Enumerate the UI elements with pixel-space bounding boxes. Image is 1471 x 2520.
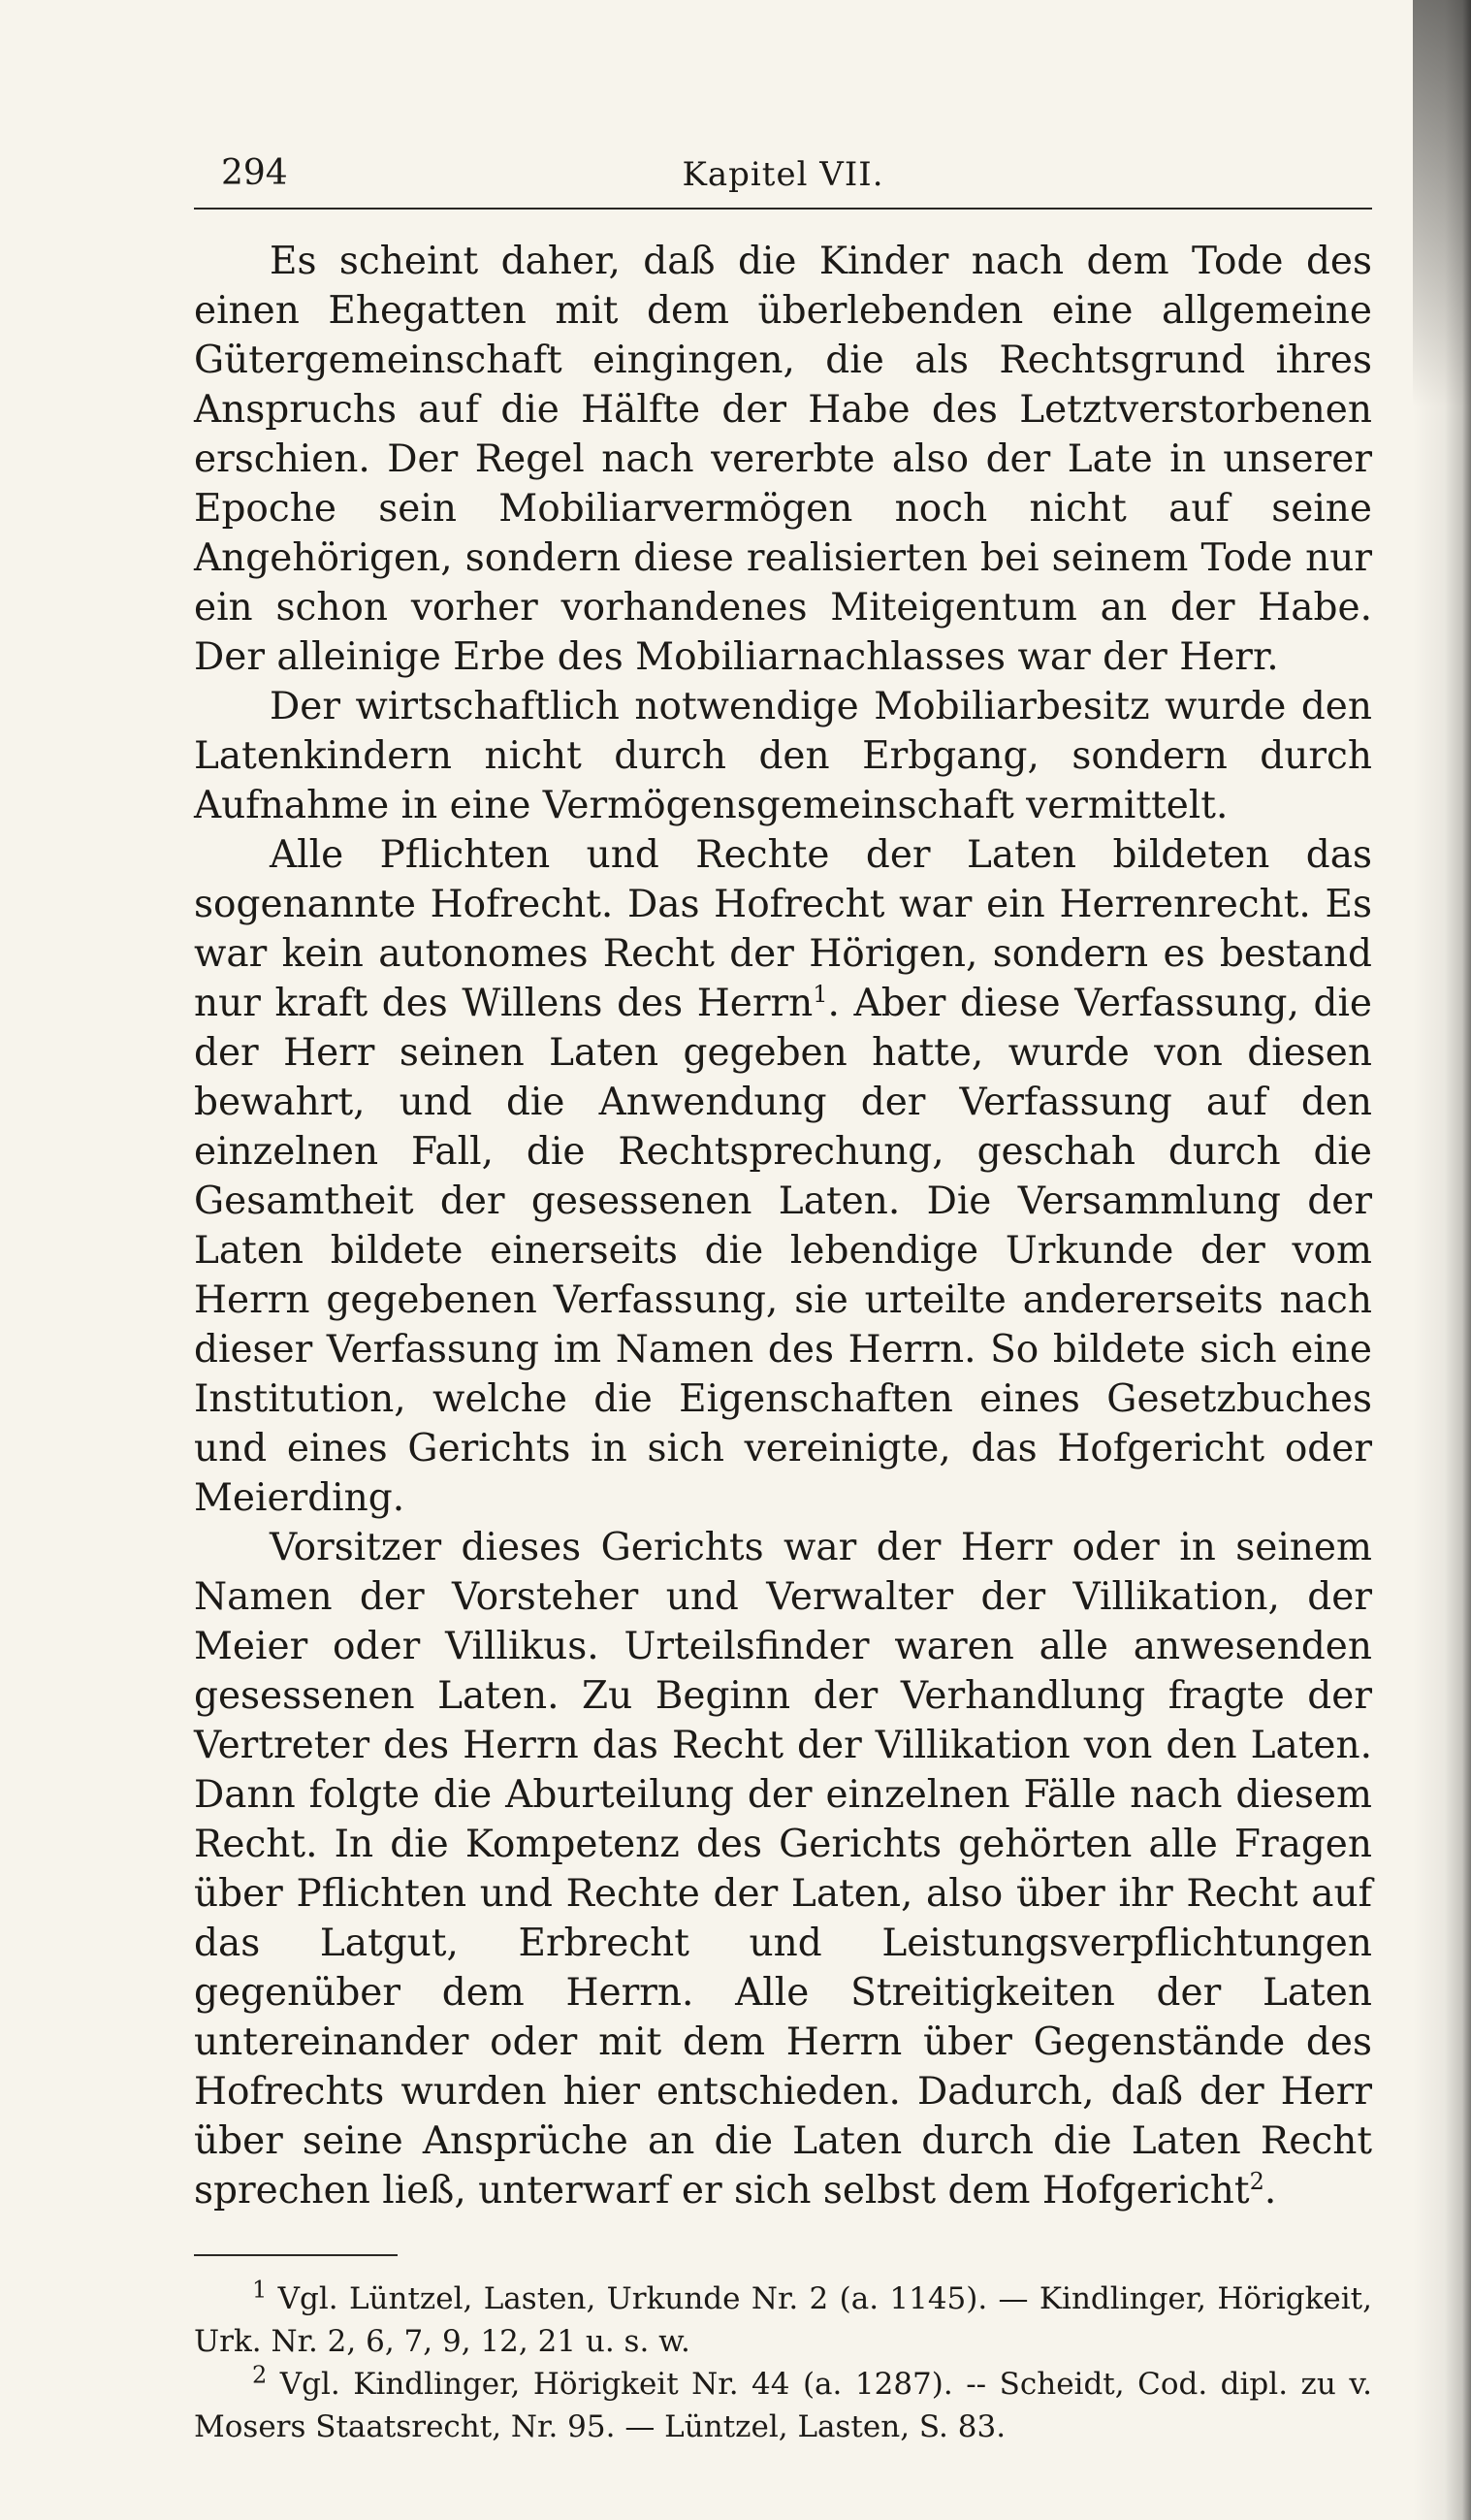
- paragraph: [194, 682, 1372, 830]
- body-text: [194, 237, 1372, 2215]
- footnote-text: Vgl. Lüntzel, Lasten, Urkunde Nr. 2 (a. 1145). — Kindlinger, Hörigkeit, Urk. Nr. 2, 6, 7, 9, 12, 21 u. s. w.: [194, 2281, 1372, 2359]
- paragraph-text: Der wirtschaftlich notwendige Mobiliarbesitz wurde den Latenkindern nicht durch den Erbgang, sondern durch Aufnahme in eine Vermögensgemeinschaft vermittelt.: [194, 685, 1372, 827]
- book-page: [194, 145, 1372, 2448]
- paragraph-text: Alle Pflichten und Rechte der Laten bildeten das sogenannte Hofrecht. Das Hofrecht war ein Herrenrecht. Es war kein autonomes Recht der Hörigen, sondern es bestand nur kraft des Willens des Herrn: [194, 833, 1372, 1025]
- footnotes: [194, 2278, 1372, 2448]
- paragraph-text: Es scheint daher, daß die Kinder nach dem Tode des einen Ehegatten mit dem überlebenden eine allgemeine Gütergemeinschaft eingingen, die als Rechtsgrund ihres Anspruchs auf die Hälfte der Habe des Letztverstorbenen erschien. Der Regel nach vererbte also der Late in unserer Epoche sein Mobiliarvermögen noch nicht auf seine Angehörigen, sondern diese realisierten bei seinem Tode nur ein schon vorher vorhandenes Miteigentum an der Habe. Der alleinige Erbe des Mobiliarnachlasses war der Herr.: [194, 240, 1372, 679]
- footnote-mark: 1: [252, 2276, 268, 2304]
- paragraph: [194, 1523, 1372, 2215]
- footnote: [194, 2278, 1372, 2363]
- paragraph-text: Vorsitzer dieses Gerichts war der Herr oder in seinem Namen der Vorsteher und Verwalter der Villikation, der Meier oder Villikus. Urteilsfinder waren alle anwesenden gesessenen Laten. Zu Beginn der Verhandlung fragte der Vertreter des Herrn das Recht der Villikation von den Laten. Dann folgte die Aburteilung der einzelnen Fälle nach diesem Recht. In die Kompetenz des Gerichts gehörten alle Fragen über Pflichten und Rechte der Laten, also über ihr Recht auf das Latgut, Erbrecht und Leistungsverpflichtungen gegenüber dem Herrn. Alle Streitigkeiten der Laten untereinander oder mit dem Herrn über Gegenstände des Hofrechts wurden hier entschieden. Dadurch, daß der Herr über seine Ansprüche an die Laten durch die Laten Recht sprechen ließ, unterwarf er sich selbst dem Hofgericht: [194, 1526, 1372, 2213]
- paragraph: [194, 237, 1372, 682]
- footnote-rule: [194, 2254, 398, 2256]
- scan-corner-shadow: [1413, 0, 1471, 407]
- page-number: 294: [221, 153, 288, 193]
- paragraph-text: .: [1263, 2169, 1277, 2213]
- footnote-mark: 2: [252, 2361, 268, 2389]
- footnote-text: Vgl. Kindlinger, Hörigkeit Nr. 44 (a. 1287). -- Scheidt, Cod. dipl. zu v. Mosers Staatsrecht, Nr. 95. — Lüntzel, Lasten, S. 83.: [194, 2367, 1373, 2444]
- paragraph-text: . Aber diese Verfassung, die der Herr seinen Laten gegeben hatte, wurde von diesen bewahrt, und die Anwendung der Verfassung auf den einzelnen Fall, die Rechtsprechung, geschah durch die Gesamtheit der gesessenen Laten. Die Versammlung der Laten bildete einerseits die lebendige Urkunde der vom Herrn gegebenen Verfassung, sie urteilte andererseits nach dieser Verfassung im Namen des Herrn. So bildete sich eine Institution, welche die Eigenschaften eines Gesetzbuches und eines Gerichts in sich vereinigte, das Hofgericht oder Meierding.: [194, 982, 1372, 1520]
- paragraph: [194, 830, 1372, 1523]
- footnote-reference[interactable]: 2: [1249, 2168, 1264, 2195]
- chapter-title: Kapitel VII.: [682, 155, 884, 194]
- footnote: [194, 2363, 1372, 2448]
- footnote-reference[interactable]: 1: [813, 981, 828, 1008]
- running-head: [194, 145, 1372, 210]
